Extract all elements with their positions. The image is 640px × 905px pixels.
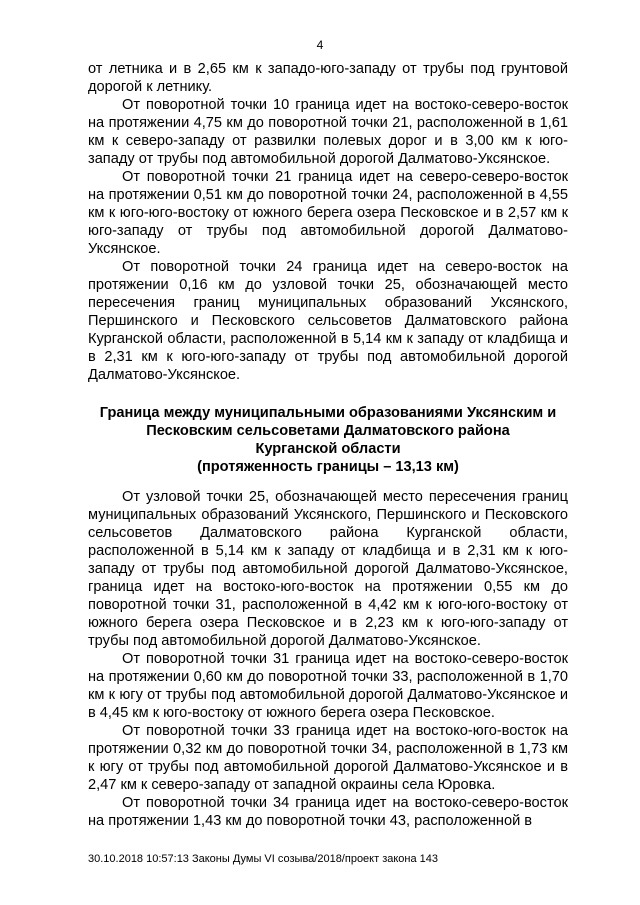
paragraph: От поворотной точки 24 граница идет на северо-восток на протяжении 0,16 км до узловой точки 25, обозначающей место пересечения границ муниципальных образований Уксянского, Першинского и Песковского сельсоветов Далматовского района Курганской области, расположенной в 5,14 км к западу от кладбища и в 2,31 км к юго-юго-западу от трубы под автомобильной дорогой Далматово-Уксянское. (88, 259, 568, 383)
heading-length: (протяженность границы – 13,13 км) (197, 459, 459, 475)
document-body (88, 60, 568, 830)
paragraph: От поворотной точки 10 граница идет на востоко-северо-восток на протяжении 4,75 км до поворотной точки 21, расположенной в 1,61 км к северо-западу от развилки полевых дорог и в 3,00 км к юго-западу от трубы под автомобильной дорогой Далматово-Уксянское. (88, 97, 568, 167)
paragraph: От узловой точки 25, обозначающей место пересечения границ муниципальных образований Уксянского, Першинского и Песковского сельсоветов Далматовского района Курганской области, расположенной в 5,14 км к западу от кладбища и в 2,31 км к юго-западу от трубы под автомобильной дорогой Далматово-Уксянское, граница идет на востоко-юго-восток на протяжении 0,55 км до поворотной точки 31, расположенной в 4,42 км к юго-юго-востоку от южного берега озера Песковское и в 2,23 км к юго-юго-западу от трубы под автомобильной дорогой Далматово-Уксянское. (88, 489, 568, 649)
paragraph: От поворотной точки 31 граница идет на востоко-северо-восток на протяжении 0,60 км до поворотной точки 33, расположенной в 1,70 км к югу от трубы под автомобильной дорогой Далматово-Уксянское и в 4,45 км к юго-востоку от южного берега озера Песковское. (88, 651, 568, 721)
heading-line: Граница между муниципальными образованиями Уксянским и (99, 405, 557, 421)
page-number: 4 (316, 38, 324, 52)
section-heading (88, 404, 568, 476)
heading-line: Курганской области (255, 441, 401, 457)
paragraph: от летника и в 2,65 км к западо-юго-западу от трубы под грунтовой дорогой к летнику. (88, 61, 568, 95)
document-footer: 30.10.2018 10:57:13 Законы Думы VI созыва/2018/проект закона 143 (88, 853, 439, 865)
paragraph: От поворотной точки 34 граница идет на востоко-северо-восток на протяжении 1,43 км до поворотной точки 43, расположенной в (88, 795, 568, 829)
heading-line: Песковским сельсоветами Далматовского района (146, 423, 510, 439)
paragraph: От поворотной точки 33 граница идет на востоко-юго-восток на протяжении 0,32 км до поворотной точки 34, расположенной в 1,73 км к югу от трубы под автомобильной дорогой Далматово-Уксянское и в 2,47 км к северо-западу от западной окраины села Юровка. (88, 723, 568, 793)
paragraph: От поворотной точки 21 граница идет на северо-северо-восток на протяжении 0,51 км до поворотной точки 24, расположенной в 4,55 км к юго-юго-востоку от южного берега озера Песковское и в 2,57 км к юго-западу от трубы под автомобильной дорогой Далматово-Уксянское. (88, 169, 568, 257)
